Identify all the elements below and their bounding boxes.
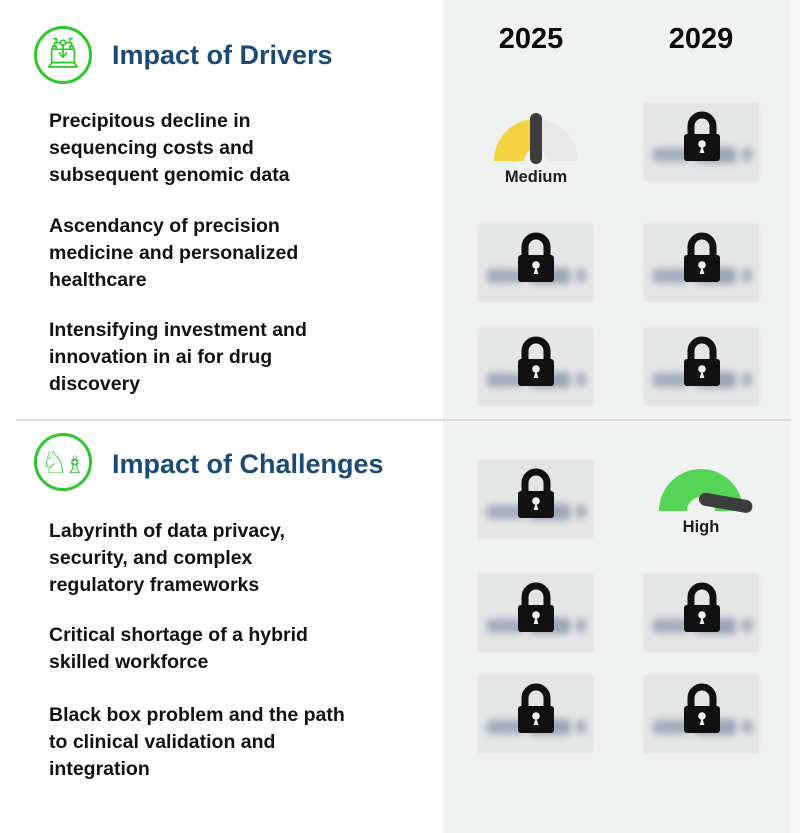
lock-icon: [675, 109, 729, 165]
challenge-row-label-1: Labyrinth of data privacy, security, and complex regulatory frameworks: [49, 520, 285, 596]
driver-row-label-3: Intensifying investment and innovation in ai for drug discovery: [49, 319, 307, 395]
lock-icon: [675, 580, 729, 636]
locked-cell-drivers-3-2029: [644, 328, 759, 406]
driver-row-label-2: Ascendancy of precision medicine and personalized healthcare: [49, 215, 299, 291]
lock-icon: [675, 681, 729, 737]
gauge-high-dial: [655, 461, 747, 517]
impact-gauge-medium: [490, 111, 582, 186]
lock-icon: [509, 230, 563, 286]
section-title-drivers: Impact of Drivers: [112, 40, 333, 70]
column-header-2029: 2029: [668, 23, 734, 55]
locked-cell-drivers-3-2025: [478, 328, 593, 406]
column-header-2025: 2025: [498, 23, 564, 55]
locked-cell-drivers-2-2025: [478, 224, 593, 302]
chess-pieces-icon: ♘ ♗: [34, 433, 92, 491]
gauge-needle: [530, 113, 542, 164]
impact-gauge-high: [655, 461, 747, 536]
challenge-row-label-3: Black box problem and the path to clinical validation and integration: [49, 704, 345, 780]
lock-icon: [675, 230, 729, 286]
lock-icon: [509, 681, 563, 737]
locked-cell-challenges-2-2029: [644, 574, 759, 652]
locked-cell-drivers-1-2029: [644, 103, 759, 181]
genomic-data-laptop-icon: [34, 26, 92, 84]
lock-icon: [675, 334, 729, 390]
right-edge-strip: [791, 0, 800, 833]
gauge-medium-dial: [490, 111, 582, 167]
section-title-challenges: Impact of Challenges: [112, 449, 384, 479]
gauge-level-label: High: [682, 518, 720, 536]
locked-cell-drivers-2-2029: [644, 224, 759, 302]
lock-icon: [509, 334, 563, 390]
gauge-level-label: Medium: [504, 168, 568, 186]
locked-cell-challenges-3-2029: [644, 675, 759, 753]
locked-cell-challenges-2-2025: [478, 574, 593, 652]
driver-row-label-1: Precipitous decline in sequencing costs and subsequent genomic data: [49, 110, 290, 186]
section-divider: [16, 419, 791, 421]
lock-icon: [509, 466, 563, 522]
locked-cell-challenges-1-2025: [478, 460, 593, 538]
lock-icon: [509, 580, 563, 636]
locked-cell-challenges-3-2025: [478, 675, 593, 753]
challenge-row-label-2: Critical shortage of a hybrid skilled workforce: [49, 624, 308, 673]
